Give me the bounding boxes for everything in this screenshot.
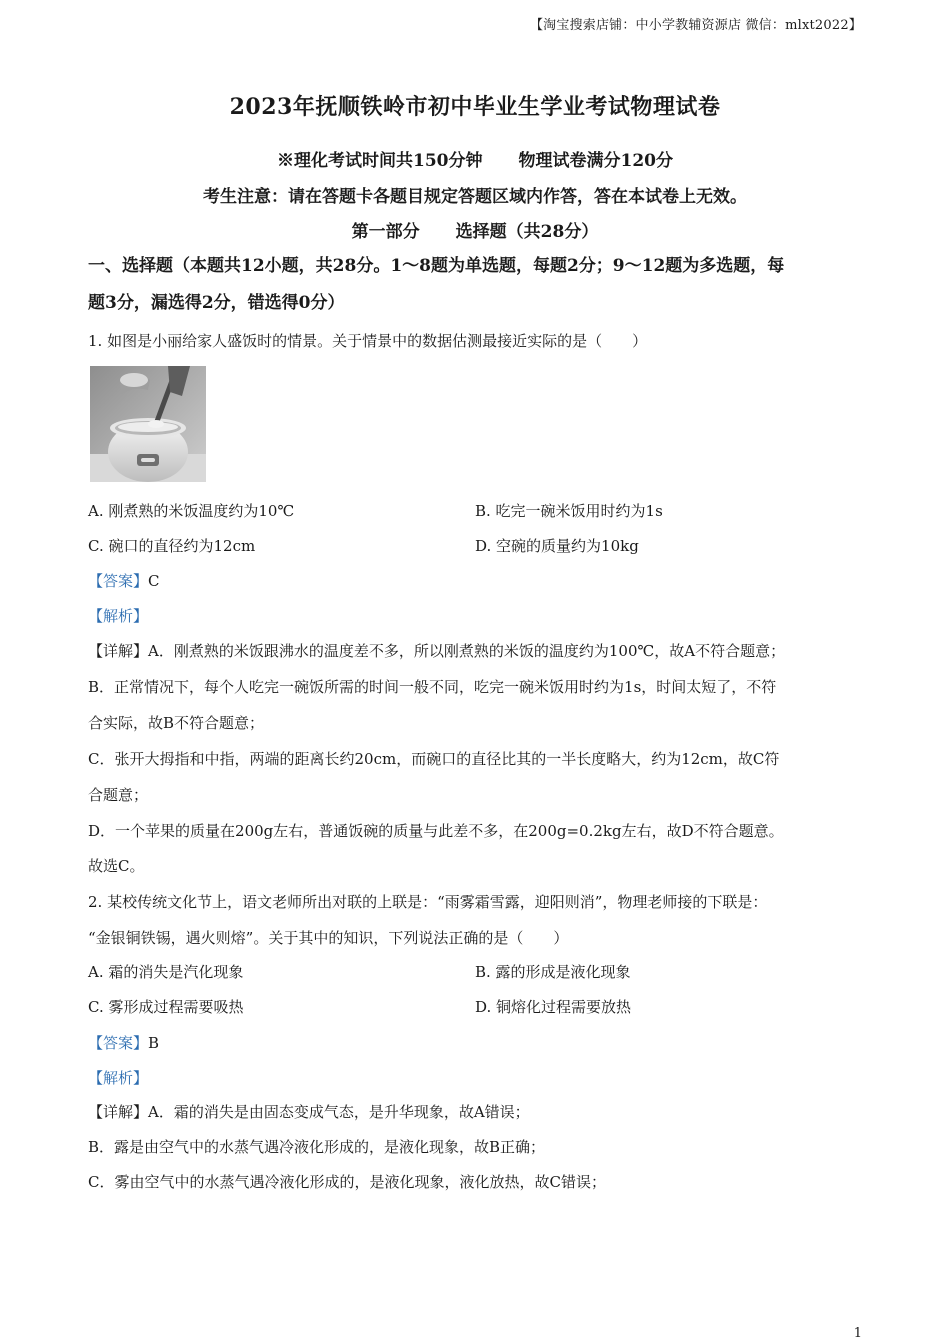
q1-detail-b-cont: 合实际，故B不符合题意； bbox=[88, 714, 265, 732]
answer-label: 【答案】 bbox=[88, 1034, 149, 1052]
q1-answer bbox=[88, 570, 868, 591]
full-score: 物理试卷满分120分 bbox=[518, 151, 673, 171]
q2-stem-cont: “金银铜铁锡，遇火则熔”。关于其中的知识，下列说法正确的是（ ） bbox=[88, 929, 569, 947]
q1-analysis-label: 【解析】 bbox=[88, 607, 149, 625]
shop-note: 【淘宝搜索店铺：中小学教辅资源店 微信：mlxt2022】 bbox=[529, 18, 862, 33]
detail-label: 【详解】 bbox=[88, 642, 149, 660]
section-heading-line: 一、选择题（本题共12小题，共28分。1～8题为单选题，每题2分；9～12题为多选题，每 bbox=[88, 256, 785, 276]
candidate-notice: 考生注意：请在答题卡各题目规定答题区域内作答，答在本试卷上无效。 bbox=[203, 187, 747, 207]
detail-text: A．刚煮熟的米饭跟沸水的温度差不多，所以刚煮熟的米饭的温度约为100℃，故A不符合题意； bbox=[148, 642, 786, 660]
q1-option-d: D. 空碗的质量约为10kg bbox=[475, 537, 639, 555]
q1-option-c: C. 碗口的直径约为12cm bbox=[88, 537, 256, 555]
q1-stem: 1. 如图是小丽给家人盛饭时的情景。关于情景中的数据估测最接近实际的是（ ） bbox=[88, 332, 648, 350]
page-number: 1 bbox=[853, 1326, 862, 1341]
rice-cooker-illustration bbox=[90, 366, 206, 482]
q2-detail-b: B．露是由空气中的水蒸气遇冷液化形成的，是液化现象，故B正确； bbox=[88, 1138, 546, 1156]
rice-cooker-photo bbox=[90, 366, 206, 482]
answer-value: C bbox=[148, 572, 160, 590]
part-heading bbox=[0, 217, 950, 242]
q1-detail-c: C．张开大拇指和中指，两端的距离长约20cm，而碗口的直径比其的一半长度略大，约为12cm，故C符 bbox=[88, 750, 780, 768]
q1-detail-d: D．一个苹果的质量在200g左右，普通饭碗的质量与此差不多，在200g=0.2kg左右，故D不符合题意。 bbox=[88, 822, 784, 840]
q1-conclusion: 故选C。 bbox=[88, 857, 145, 875]
q2-option-a: A. 霜的消失是汽化现象 bbox=[88, 963, 244, 981]
exam-time: ※理化考试时间共150分钟 bbox=[277, 151, 483, 171]
q2-option-c: C. 雾形成过程需要吸热 bbox=[88, 998, 244, 1016]
q2-detail-a bbox=[88, 1101, 868, 1122]
q2-stem: 2. 某校传统文化节上，语文老师所出对联的上联是：“雨雾霜雪露，迎阳则消”，物理老师接的下联是： bbox=[88, 893, 768, 911]
q2-detail-c: C．雾由空气中的水蒸气遇冷液化形成的，是液化现象，液化放热，故C错误； bbox=[88, 1173, 606, 1191]
answer-label: 【答案】 bbox=[88, 572, 149, 590]
q1-detail-b: B．正常情况下，每个人吃完一碗饭所需的时间一般不同，吃完一碗米饭用时约为1s，时间太短了，不符 bbox=[88, 678, 777, 696]
q2-answer bbox=[88, 1032, 868, 1053]
q1-detail-c-cont: 合题意； bbox=[88, 786, 149, 804]
q1-detail-a bbox=[88, 640, 868, 661]
q2-option-d: D. 铜熔化过程需要放热 bbox=[475, 998, 632, 1016]
part-name: 第一部分 bbox=[351, 222, 420, 242]
detail-text: A．霜的消失是由固态变成气态，是升华现象，故A错误； bbox=[148, 1103, 530, 1121]
q1-option-b: B. 吃完一碗米饭用时约为1s bbox=[475, 502, 663, 520]
section-heading bbox=[88, 248, 868, 322]
section-heading-line: 题3分，漏选得2分，错选得0分） bbox=[88, 293, 345, 313]
answer-value: B bbox=[148, 1034, 160, 1052]
exam-info-line bbox=[0, 146, 950, 171]
q1-option-a: A. 刚煮熟的米饭温度约为10℃ bbox=[88, 502, 295, 520]
detail-label: 【详解】 bbox=[88, 1103, 149, 1121]
q2-analysis-label: 【解析】 bbox=[88, 1069, 149, 1087]
q2-option-b: B. 露的形成是液化现象 bbox=[475, 963, 631, 981]
part-type: 选择题（共28分） bbox=[455, 222, 599, 242]
exam-title: 2023年抚顺铁岭市初中毕业生学业考试物理试卷 bbox=[229, 94, 721, 120]
